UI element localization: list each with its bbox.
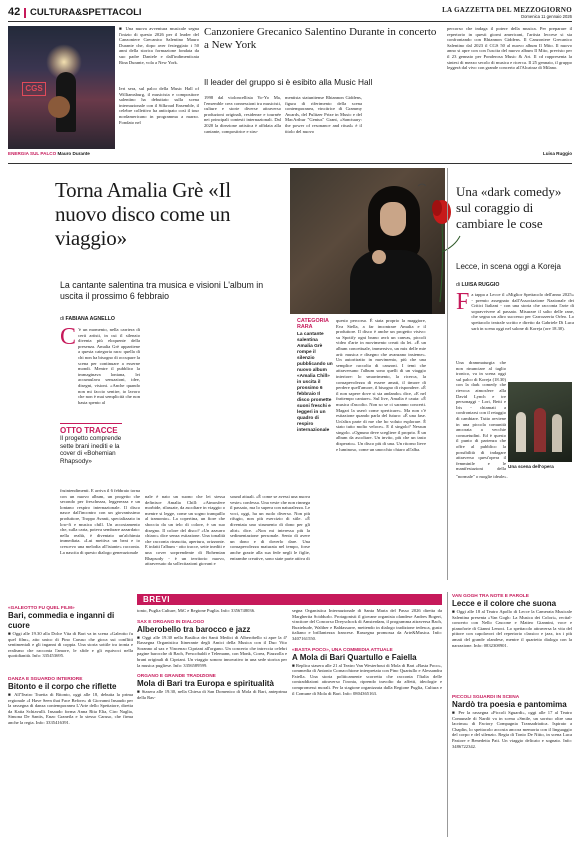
brief-kicker: DANZA E SGUARDO INTERIORE [8, 677, 83, 682]
brevi-col-1 [8, 606, 133, 838]
brief-kicker: «BASTA POCO», UNA COMMEDIA ATTUALE [292, 647, 393, 653]
right-lead-block [456, 292, 574, 359]
brief-text: ■ Stasera alle 19.30, nella Chiesa di San Domenico di Mola di Bari, anteprima della Ras- [137, 689, 287, 700]
photo-caption-name: Mauro Durante [57, 151, 90, 156]
top-col-1: ■ Una nuova avventura musicale segna l'inizio di questo 2026 per il leader del Canzoniere Grecanico Salentino Mauro Durante che, dopo aver festeggiato i 50 anni della storica formazione fondata da suo padre Daniele e dall'indimenticata Rina Durante, vola a New York. [119, 26, 199, 65]
brevi-col-3 [292, 608, 442, 838]
brevi-col-4 [452, 594, 572, 838]
right-byline-prefix: di [456, 282, 461, 288]
page-number: 42 [8, 6, 21, 18]
main-col-2: nale è nato un suono che lei stessa definisce Amalia Chill: «Atmosfere morbide, rilassate, da ascoltare in viaggio o mentre si legge, come un sogno tranquillo al tramonto». La copertina, un fiore che sboccia da un telo di colore, è un suo disegno. Il colore del disco? «Un azzurro chiaro» dice senza esitazione. Una tonalità che racconta rinascita, apertura, orizzonte. E infatti l'album - otto tracce, sette inediti e una cover sorprendente di Bohemian Rhapsody - è un territorio nuovo, attraversato da sollecitazioni giovani e [145, 494, 225, 567]
brevi-col-2 [137, 608, 287, 838]
brevi-divider [447, 592, 448, 837]
brief-title: Bari, commedia e inganni di cuore [8, 611, 115, 630]
sidebar-text: Il progetto comprende sette brani inediti e la cover di «Bohemian Rhapsody» [60, 435, 122, 465]
brief-title: Alberobello tra barocco e jazz [137, 624, 251, 634]
brief-kicker: PICCOLI SGUARDI IN SCENA [452, 695, 520, 700]
right-byline-name: LUISA RUGGIO [461, 282, 500, 288]
brief-text: ■ Replica stasera alle 21 al Teatro Van Westerhout di Mola di Bari «Basta Poco», commedia di Antonio Cornacchione interpretata con Pino Quartullo e Alessandra Faiella. Una storia politicamente scorretta che racconta l'Italia delle contraddizioni attraverso l'ironia, riprendo travolto da affetti, ideologie e compromessi morali. Per la stagione organizzata dalla Regione Puglia, Cultura e il Comune di Mola di Bari. Info: 0804365163. [292, 662, 442, 696]
right-byline [456, 282, 574, 290]
right-body-narrow: Una drammaturgia che non rinunciare al taglio ironico, va in scena oggi sul palco di Koreja (18.30) con la dark comedy che rievoca atmosfere alla David Lynch e tre personaggi - Lori, Betti e Iris - chiamati a confrontarsi con il retaggio di cambiare. Tutto avviene in una piccola comunità ancorata a vecchie consuetudini. Ed è questo il punto di partenza che offre al pubblico la possibilità di indagare attraverso quest'opera il femminile e le manifestazioni della [456, 360, 506, 472]
top-byline: Luisa Ruggio [542, 151, 572, 156]
brief-title: Bitonto e il corpo che riflette [8, 682, 117, 691]
brief-title: Nardò tra poesia e pantomima [452, 700, 567, 709]
instrument [48, 96, 70, 118]
brief-kicker: «GALEOTTO FU QUEL FILM» [8, 606, 75, 611]
main-byline-name: FABIANA AGNELLO [65, 316, 115, 322]
brief-title: A Mola di Bari Quartullo e Faiella [292, 652, 417, 662]
brevi-bar [137, 594, 442, 605]
top-subhead: Il leader del gruppo si è esibito alla Music Hall [204, 77, 373, 87]
main-col-1-lead: 'è un momento, nella carriera di certi artisti, in cui il silenzio diventa più eloquente della presenza. Amalia Grè appartiene a questa categoria rara: quella di chi non ha bisogno di occupare la scena per continuare a esserne mondi. Mentre il pubblico la immaginava lontana, lei accumulava sensazioni, idee, disegni, visioni. «Anche quando non mi faccio sentire, io lavoro che non è mai semplicità che non basta spento al [78, 327, 140, 405]
brief-kicker: ORGANO E GRANDE TRADIZIONE [137, 674, 216, 680]
stage-figure-3 [552, 414, 562, 452]
brief-text: ■ Oggi alle 18 al Teatro Apollo di Lecce la Camerata Musicale Salentina presenta «Van Gogh: La Musica dei Colori», recital-concerto con Nello Cascone e Matteo Giannini, voce e pianoforte di Gianni Lenoci. Lo spettacolo attraversa la vita del pittore con capolavori del repertorio classico e jazz, tra i più amati del grande olandese, mentre il quartetto dialoga con la narrazione. Info: 0832308901. [452, 609, 572, 648]
photo-caption [8, 151, 115, 158]
main-col-4: questo percorso. È stata proprio la maggiore, Eva Stella, a far incontrare Amalia e il produttore. Il disco è anche un progetto visivo: su Spotify ogni brano avrà un canvas, piccoli video d'arte in movimento creati da lei. «È un album concettuale, immersivo, un mix delle mie arti: musica e disegno che avanzano insieme». Un autoritratto in movimento, più che una semplice raccolta di canzoni. I temi che attraversano l'album sono quelli di un viaggio interiore: lo smarrimento, la ricerca, la consapevolezza di essere amati, il timore di perdere quell'amore, il bisogno di rispondere. «È il non sapere dove si sta andando» dice, «E nel frattempo cantare». Sul live, Amalia è cauta: «È musica d'ascolto. Non so se ci saranno concerti. Magari la useró come sperticare». Ma non c'è esitazione quando parla del futuro: «È una fase. Un'altra parte di me che ho voluto esplorare. È stato tutto molto veloce». E il singolo? Nessun singolo. «Ognuno deve scegliere il proprio. È un album da ascoltare. Un invito, più che un tasto disperato». Un disco più di una. Un ritorno lieve e luminoso, come un unocchio chiaro all'alba. [336, 318, 426, 452]
brief-text: ■ Oggi alle 19.30 nella Basilica dei Santi Medici di Alberobello si apre la 4ª Rassegna Organistica Itinerante degli Amici della Musica con il Duo Vito Soranno al sax e Vincenzo Cipriani all'organo. Un concerto che intreccia celebri pagine barocche di Bach, Frescobaldi e Telemann, con Monk, Corea, Piazzolla e brani originali di Cipriani. Un viaggio sonoro innovativo in una sede storica per la musica pugliese. Info: 3356589599. [137, 634, 287, 668]
right-body-continued: "normale" o moglie ideale». [456, 474, 508, 479]
section-divider [8, 163, 572, 164]
brief-text: ■ Oggi alle 19.30 alla Dolce Vita di Bari va in scena «Galeotto fu quel film», atto unico di Pino Caruso che gioca sui conflitti sentimentali e gli inganni di coppia. Una storia sottile tra ironia e realismo che racconta l'amore, le sfide e gli equivoci nella quotidianità. Info: 335453695. [8, 631, 133, 659]
brief-text: segna Organistica Internazionale di Santa Maria del Passo 2026 diretta da Margherita Sciddurlo. Protagonisti il giovane organista olandese Andres Bogert, vincitore del Concorso Dreyschock di Amsterdam, il programma attraversa Bach, Buxtehude, Walther e Baldassarre, mettendo in dialogo tradizione tedesca, gusto italiano e brillantezza francese. Rassegna promossa da Arte&Musica. Info: 3407161550. [292, 608, 442, 641]
main-subhead: La cantante salentina tra musica e visioni L'album in uscita il prossimo 6 febbraio [60, 280, 264, 301]
brief-title: Mola di Bari tra Europa e spiritualità [137, 679, 274, 689]
stage-figure-2 [534, 408, 546, 452]
right-lead: a tappa a Lecce il «Miglior Spettacolo dell'anno 2025» - premio assegnato dall'Associazione Nazionale dei Critici Italiani - con una storia che racconta l'arte di sopravvivere al passato. Misurare il salto delle rane, che segna un altro successo per Carrozzeria Orfeo. Lo spettacolo teatrale scritto e diretto da Gabriele Di Luca sarà in scena oggi nel salone di Koreja (ore 18.30). [471, 292, 574, 331]
header-separator [24, 8, 26, 18]
brief-text: tonio, Puglia Culture, MiC e Regione Puglia. Info: 3356748036. [137, 608, 256, 613]
brief-title: Lecce e il colore che suona [452, 599, 557, 608]
stage-photo-caption: Una scena dell'opera [508, 464, 554, 469]
main-headline: Torna Amalia Grè «Il nuovo disco come un viaggio» [55, 178, 231, 250]
brief-text: ■ All'Teatro Traetta di Bitonto, oggi alle 18, debutta la prima regionale «I Have Seen that Face Before» di Giovanni Insaudo per la rassegna di danza contemporanea L'Arte dello Spettatore, diretta da Katia Schiavulli. Insaudo forma Anna Rita Elia, Ciro Naglia, Simona De Santis, Enzo Graneila e lo stesso Caruso, che firma anche la regia. Info: 3335416391. [8, 692, 133, 725]
top-col-4: mentista statunitense Rhiannon Giddens, figura di riferimento della scena contemporanea, vincitrice di Grammy Awards, del Pulitzer Prize in Music e del MacArthur "Genius" Grant, «Sanctuary: the power of resonance and ritual» è il titolo del nuovo [285, 95, 362, 134]
main-byline-prefix: di [60, 316, 65, 322]
main-photo-label: CATEGORIA RARA [297, 318, 329, 331]
main-photo-caption [297, 318, 333, 458]
issue-date: Domenica 11 gennaio 2026 [521, 14, 572, 19]
right-body-wide [456, 474, 574, 576]
shoulder [372, 250, 386, 264]
stage-photo [508, 382, 572, 462]
right-drop-cap: F [456, 292, 470, 315]
right-subhead: Lecce, in scena oggi a Koreja [456, 262, 561, 271]
top-col-3: 1998 dal violoncellista Yo-Yo Ma, l'ensemble crea connessioni tra musicisti, culture e storie diverse attraverso produzioni originali, residenze e tournée nei principali contesti internazionali. Dal 2020 la direzione artistica è affidata alla cantante, compositrice e stru- [204, 95, 281, 134]
brevi-title: BREVI [143, 595, 170, 604]
top-headline: Canzoniere Grecanico Salentino Durante in concerto a New York [204, 26, 437, 51]
main-photo-caption-text: La cantante salentina Amalia Grè rompe il silenzio pubblicando un nuovo album «Amalia Chill» in uscita il prossimo 6 febbraio Il disco promette suoni freschi e leggeri in un quadro di respiro internazionale [297, 332, 333, 434]
photo-caption-label: ENERGIA SUL PALCO [8, 151, 57, 156]
main-byline [60, 316, 230, 324]
column-divider [447, 168, 448, 580]
header-rule [8, 21, 572, 22]
brief-text: ■ Per la rassegna «Piccoli Sguardi», oggi alle 17 al Teatro Comunale di Nardò va in scena «Smile, un sorriso oltre una lacrima» di Factory Compagnia Transadriatica. Ispirato a Chaplin, lo spettacolo accosta ancora memoria con il linguaggio del corpo e del silenzio. Regia di Tonio De Nitto, in scena Luca Pastore e Benedetta Pati. Un viaggio delicato e sognato. Info: 3486722342. [452, 710, 572, 749]
top-col-2: Ieri sera, sul palco della Music Hall of Williamsburg, il musicista e compositore salentino ha debuttato sulla scena internazionale con il Silkroad Ensemble, il celebre collettivo ha anticipato così il tour nordamericano in programma a marzo. Fondato nel [119, 86, 199, 125]
top-col-5: percorso che indaga il potere della musica. Per preparare il repertorio in questi giorni americani, l'artista leccese si sta confrontando con Rhiannon Giddens. Il Canzoniere Grecanico Salentino dal 2023 il CGS 50 al nuovo album Il Mito. Il nuovo anno si apre con con l'uscita del nuovo album Il Mito, previsto per il 23 gennaio per Ponderosa Music & Art. Il cd rappresenta la sintesi di mezzo secolo di musica e ricerca. Il 25 gennaio, il gruppo leggerà dal vivo con grande concerto all'Alcatraz di Milano. [447, 26, 572, 71]
masthead: LA GAZZETTA DEL MEZZOGIORNO [442, 6, 572, 14]
main-col-1-tail: fruintendimenti. E arriva il 6 febbraio torna con un nuovo album, un progetto che secondo per freschezza, leggerezza e un lontano respiro internazionale. Il disco nasce dall'incontro con un giovanissimo produttore, Troppo Avanti, specializzato in low-fi e musica chill. Un accostamento che, sulla carta, poteva sembrare azzardato: nella realtà, è diventato un'alchimia immediata. «Lui mettiva un beat e io crescevo una melodia all'istante» racconta. La nascita di questo dialogo generazionale [60, 488, 140, 555]
sidebar-title: OTTO TRACCE [60, 426, 118, 435]
sidebar-box [60, 423, 122, 485]
right-headline: Una «dark comedy» sul coraggio di cambiare le cose [456, 184, 562, 231]
cgs-sign: CGS [22, 82, 46, 96]
stage-figure-1 [516, 412, 526, 452]
concert-photo [8, 26, 115, 149]
main-drop-cap: C [60, 327, 77, 350]
page-header [8, 6, 572, 20]
main-col-3: sound attuali. «È come se avessi una nuova veste» confessa. Una veste che non rinnega il passato, ma lo supera con naturalezza. Le voci, oggi, ha un ruolo diverso. Non più rifugio, non più esercizio di stile. «È diventata uno strumento di dono per gli altri» dice. «Non mi interessa più la sedimentazione personale. Sento di avere un dono e di doverlo dare. Una consapevolezza maturata nel tempo, forse anche grazie alla sua fede negli le figlie, entrambe creative, sono state parte attiva di [230, 494, 310, 561]
section-label: CULTURA&SPETTACOLI [30, 7, 142, 18]
brief-kicker: SAX E ORGANO IN DIALOGO [137, 619, 205, 625]
brief-kicker: VAN GOGH TRA NOTE E PAROLE [452, 594, 529, 599]
